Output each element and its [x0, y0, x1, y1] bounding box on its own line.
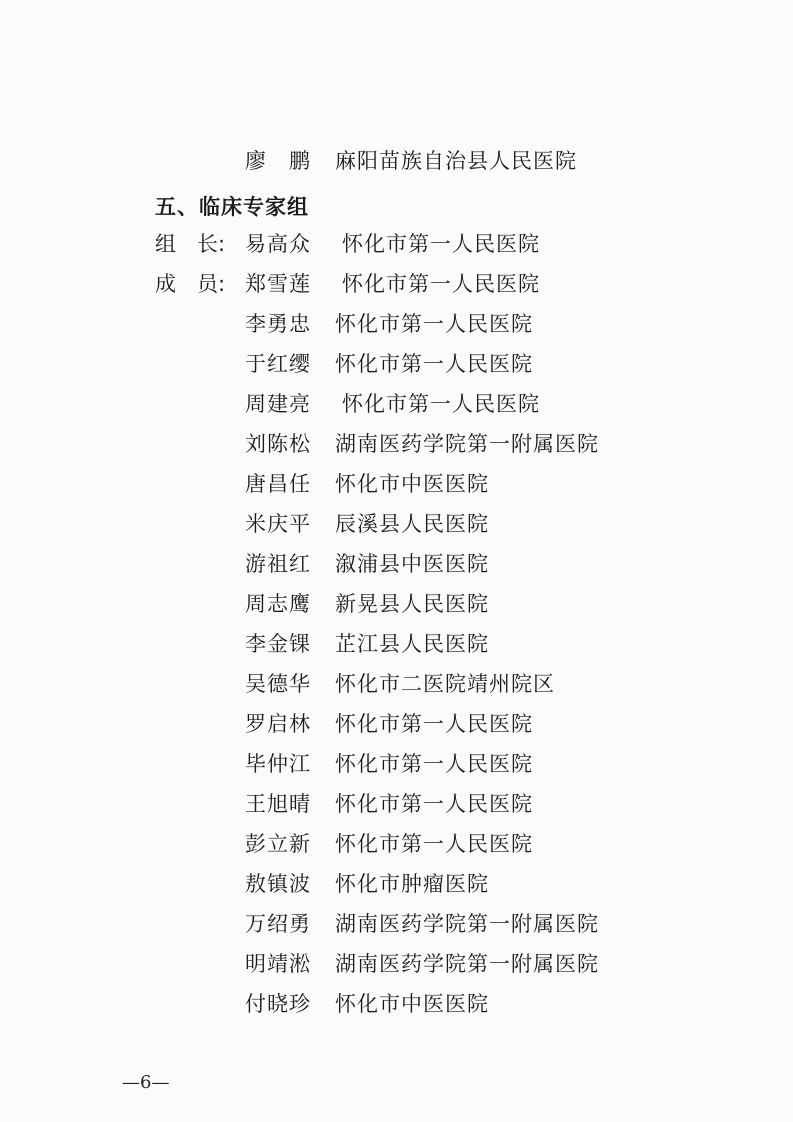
person-name: 罗启林	[245, 712, 311, 736]
person-name: 郑雪莲	[245, 272, 311, 296]
hospital-name: 湖南医药学院第一附属医院	[335, 432, 599, 456]
hospital-name: 新晃县人民医院	[335, 592, 489, 616]
section-heading: 五、临床专家组	[155, 195, 309, 219]
person-name: 吴德华	[245, 672, 311, 696]
person-name: 周志鹰	[245, 592, 311, 616]
hospital-name: 怀化市第一人民医院	[335, 352, 533, 376]
role-label: 成 员:	[155, 272, 226, 296]
person-name: 毕仲江	[245, 752, 311, 776]
hospital-name: 溆浦县中医医院	[335, 552, 489, 576]
hospital-name: 怀化市第一人民医院	[342, 232, 540, 256]
person-name: 李金锞	[245, 632, 311, 656]
hospital-name: 怀化市中医医院	[335, 472, 489, 496]
hospital-name: 怀化市第一人民医院	[342, 392, 540, 416]
person-name: 刘陈松	[245, 432, 311, 456]
hospital-name: 怀化市肿瘤医院	[335, 872, 489, 896]
person-name: 游祖红	[245, 552, 311, 576]
hospital-name: 怀化市第一人民医院	[335, 792, 533, 816]
person-name: 廖 鹏	[245, 149, 311, 173]
person-name: 王旭晴	[245, 792, 311, 816]
page-number: —6—	[122, 1072, 170, 1093]
hospital-name: 芷江县人民医院	[335, 632, 489, 656]
person-name: 易高众	[245, 232, 311, 256]
hospital-name: 湖南医药学院第一附属医院	[335, 952, 599, 976]
person-name: 于红缨	[245, 352, 311, 376]
person-name: 李勇忠	[245, 312, 311, 336]
hospital-name: 怀化市第一人民医院	[335, 712, 533, 736]
person-name: 万绍勇	[245, 912, 311, 936]
person-name: 唐昌任	[245, 472, 311, 496]
hospital-name: 辰溪县人民医院	[335, 512, 489, 536]
person-name: 周建亮	[245, 392, 311, 416]
person-name: 明靖淞	[245, 952, 311, 976]
hospital-name: 怀化市第一人民医院	[335, 752, 533, 776]
person-name: 彭立新	[245, 832, 311, 856]
hospital-name: 怀化市第一人民医院	[335, 312, 533, 336]
person-name: 敖镇波	[245, 872, 311, 896]
role-label: 组 长:	[155, 232, 226, 256]
person-name: 付晓珍	[245, 992, 311, 1016]
hospital-name: 湖南医药学院第一附属医院	[335, 912, 599, 936]
hospital-name: 怀化市中医医院	[335, 992, 489, 1016]
hospital-name: 怀化市二医院靖州院区	[335, 672, 555, 696]
hospital-name: 怀化市第一人民医院	[335, 832, 533, 856]
hospital-name: 怀化市第一人民医院	[342, 272, 540, 296]
person-name: 米庆平	[245, 512, 311, 536]
hospital-name: 麻阳苗族自治县人民医院	[335, 149, 577, 173]
